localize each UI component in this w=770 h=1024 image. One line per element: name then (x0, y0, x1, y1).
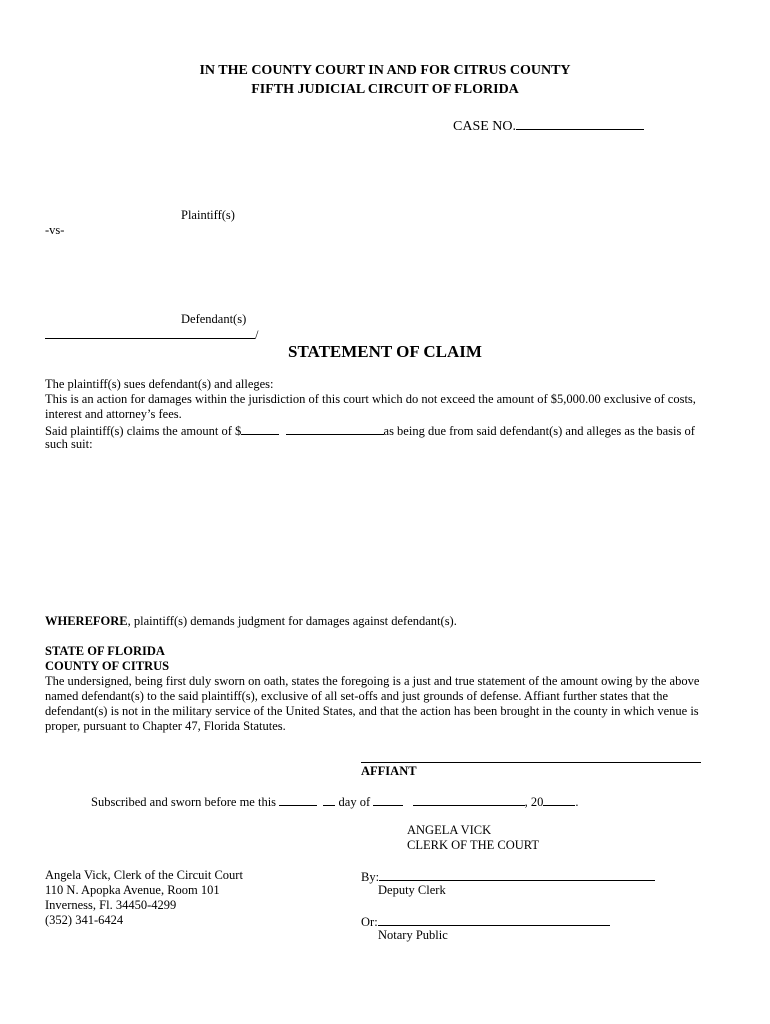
court-heading-line1: IN THE COUNTY COURT IN AND FOR CITRUS COUNTY (199, 63, 571, 78)
claim-line1: The plaintiff(s) sues defendant(s) and alleges: (45, 377, 274, 391)
sworn-year-blank[interactable] (543, 793, 575, 806)
defendant-line (45, 326, 258, 343)
sworn-statement (91, 793, 579, 810)
sworn-text-c: , 20 (524, 795, 544, 809)
claim-line2: This is an action for damages within the jurisdiction of this court which do not exceed the amount of $5,000.00 exclusive of costs, (45, 392, 696, 406)
claim-amount-suffix: as being due from said defendant(s) and alleges as the basis of (383, 424, 695, 438)
case-number-blank[interactable] (516, 117, 644, 130)
clerk-title: CLERK OF THE COURT (407, 838, 540, 852)
sworn-month-blank-1[interactable] (373, 793, 403, 806)
county-heading: COUNTY OF CITRUS (45, 659, 170, 673)
affidavit-line3: defendant(s) is not in the military service of the United States, and that the action has been brought in the county in which venue is (45, 704, 699, 718)
address-line3: Inverness, Fl. 34450-4299 (45, 898, 177, 912)
or-label: Or: (361, 915, 378, 929)
affidavit-line4: proper, pursuant to Chapter 47, Florida Statutes. (45, 719, 286, 733)
sworn-text-d: . (575, 795, 579, 809)
versus-label: -vs- (45, 223, 65, 237)
claim-amount-blank-1[interactable] (241, 422, 279, 435)
court-heading-line2: FIFTH JUDICIAL CIRCUIT OF FLORIDA (251, 82, 519, 97)
wherefore-clause (45, 614, 457, 629)
claim-amount-blank-2[interactable] (286, 422, 384, 435)
wherefore-text: , plaintiff(s) demands judgment for damages against defendant(s). (127, 614, 457, 628)
by-signature-line[interactable] (379, 868, 655, 881)
deputy-clerk-label: Deputy Clerk (378, 883, 446, 897)
case-number-field (453, 117, 644, 135)
address-line1: Angela Vick, Clerk of the Circuit Court (45, 868, 243, 882)
page-title: STATEMENT OF CLAIM (288, 342, 482, 361)
state-heading: STATE OF FLORIDA (45, 644, 165, 658)
affiant-label: AFFIANT (361, 764, 417, 778)
notary-public-label: Notary Public (378, 928, 448, 942)
affiant-signature-line[interactable] (361, 762, 701, 763)
wherefore-bold: WHEREFORE (45, 614, 128, 628)
sworn-month-blank-2[interactable] (413, 793, 525, 806)
address-line2: 110 N. Apopka Avenue, Room 101 (45, 883, 220, 897)
clerk-name: ANGELA VICK (407, 823, 492, 837)
address-phone: (352) 341-6424 (45, 913, 124, 927)
defendant-blank[interactable] (45, 326, 255, 339)
claim-line3: interest and attorney’s fees. (45, 407, 182, 421)
case-number-label: CASE NO. (453, 119, 517, 134)
sworn-day-suffix-blank[interactable] (323, 793, 335, 806)
affidavit-line1: The undersigned, being first duly sworn on oath, states the foregoing is a just and true statement of the amount owing by the above (45, 674, 700, 688)
plaintiff-label: Plaintiff(s) (181, 208, 235, 222)
sworn-day-blank[interactable] (279, 793, 317, 806)
claim-amount-line (45, 422, 695, 439)
defendant-label: Defendant(s) (181, 312, 247, 326)
sworn-text-a: Subscribed and sworn before me this (91, 795, 277, 809)
or-signature-line[interactable] (378, 913, 610, 926)
claim-amount-prefix: Said plaintiff(s) claims the amount of $ (45, 424, 242, 438)
by-label: By: (361, 870, 380, 884)
claim-line5: such suit: (45, 437, 93, 451)
sworn-text-b: day of (338, 795, 371, 809)
defendant-slash: / (255, 328, 259, 342)
affidavit-line2: named defendant(s) to the said plaintiff(s), exclusive of all set-offs and just grounds of defense. Affiant further states that the (45, 689, 669, 703)
